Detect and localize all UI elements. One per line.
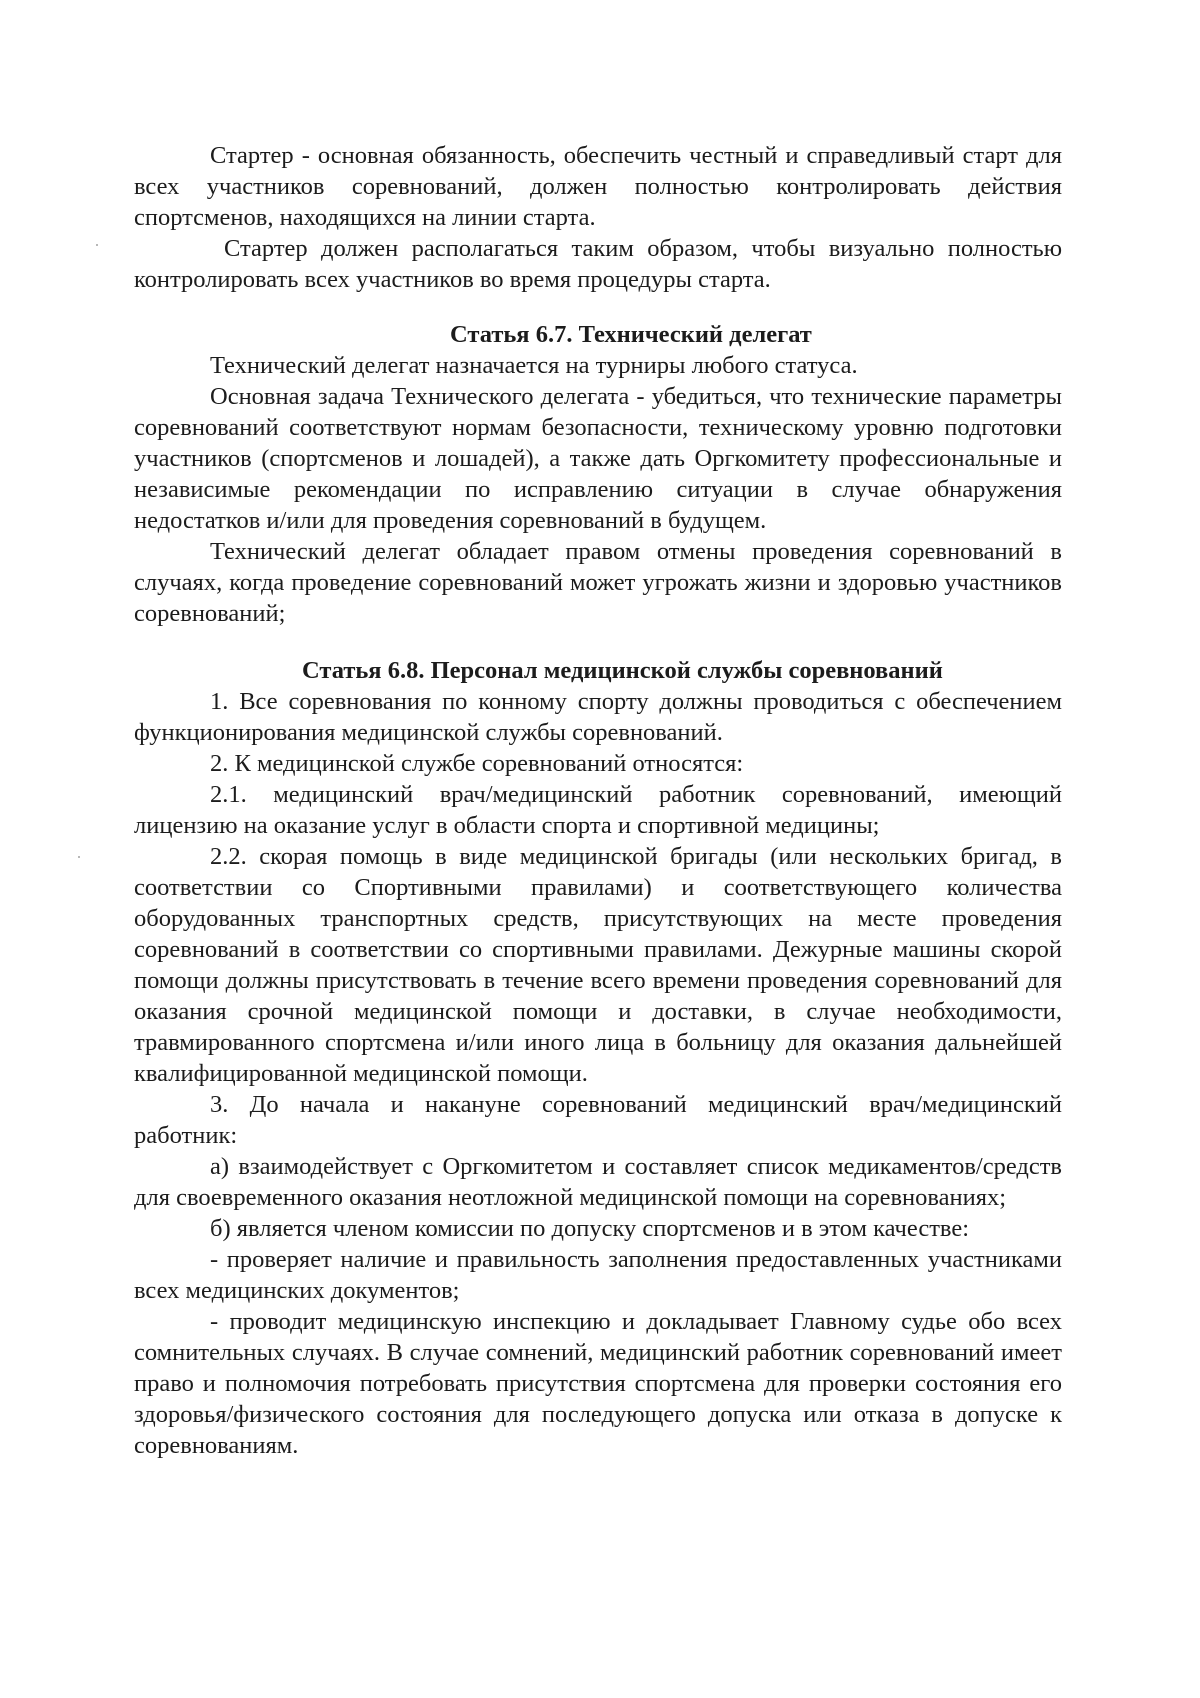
paragraph-medical-1: 1. Все соревнования по конному спорту должны проводиться с обеспечением функционирования медицинской службы соревнований. bbox=[134, 688, 1062, 746]
paragraph-medical-2: 2. К медицинской службе соревнований относятся: bbox=[210, 750, 744, 777]
paragraph-tech-delegate-assignment: Технический делегат назначается на турниры любого статуса. bbox=[210, 352, 858, 379]
paragraph-starter-duty: Стартер - основная обязанность, обеспечить честный и справедливый старт для всех участников соревнований, должен полностью контролировать действия спортсменов, находящихся на линии старта. bbox=[134, 142, 1062, 231]
paragraph-medical-2-1: 2.1. медицинский врач/медицинский работник соревнований, имеющий лицензию на оказание услуг в области спорта и спортивной медицины; bbox=[134, 781, 1062, 839]
paragraph-medical-3-a: а) взаимодействует с Оргкомитетом и составляет список медикаментов/средств для своевременного оказания неотложной медицинской помощи на соревнованиях; bbox=[134, 1153, 1062, 1211]
section-heading-6-8: Статья 6.8. Персонал медицинской службы соревнований bbox=[302, 657, 943, 684]
paragraph-medical-3-b-check: - проверяет наличие и правильность заполнения предоставленных участниками всех медицинских документов; bbox=[134, 1246, 1062, 1304]
paragraph-tech-delegate-right: Технический делегат обладает правом отмены проведения соревнований в случаях, когда проведение соревнований может угрожать жизни и здоровью участников соревнований; bbox=[134, 538, 1062, 627]
paragraph-medical-3: 3. До начала и накануне соревнований медицинский врач/медицинский работник: bbox=[134, 1091, 1062, 1149]
section-heading-6-7: Статья 6.7. Технический делегат bbox=[450, 321, 812, 348]
scan-artifact bbox=[96, 244, 98, 246]
paragraph-tech-delegate-task: Основная задача Технического делегата - убедиться, что технические параметры соревнований соответствуют нормам безопасности, техническому уровню подготовки участников (спортсменов и лошадей), а также дать Оргкомитету профессиональные и независимые рекомендации по исправлению ситуации в случае обнаружения недостатков и/или для проведения соревнований в будущем. bbox=[134, 383, 1062, 534]
paragraph-medical-3-b: б) является членом комиссии по допуску спортсменов и в этом качестве: bbox=[210, 1215, 970, 1242]
paragraph-medical-3-b-inspect: - проводит медицинскую инспекцию и докладывает Главному судье обо всех сомнительных случаях. В случае сомнений, медицинский работник соревнований имеет право и полномочия потребовать присутствия спортсмена для проверки состояния его здоровья/физического состояния для последующего допуска или отказа в допуске к соревнованиям. bbox=[134, 1308, 1062, 1459]
document-page bbox=[134, 140, 1062, 1461]
paragraph-starter-position: Стартер должен располагаться таким образом, чтобы визуально полностью контролировать всех участников во время процедуры старта. bbox=[134, 235, 1062, 293]
paragraph-medical-2-2: 2.2. скорая помощь в виде медицинской бригады (или нескольких бригад, в соответствии со Спортивными правилами) и соответствующего количества оборудованных транспортных средств, присутствующих на месте проведения соревнований в соответствии со спортивными правилами. Дежурные машины скорой помощи должны присутствовать в течение всего времени проведения соревнований для оказания срочной медицинской помощи и доставки, в случае необходимости, травмированного спортсмена и/или иного лица в больницу для оказания дальнейшей квалифицированной медицинской помощи. bbox=[134, 843, 1062, 1087]
scan-artifact bbox=[78, 856, 80, 858]
